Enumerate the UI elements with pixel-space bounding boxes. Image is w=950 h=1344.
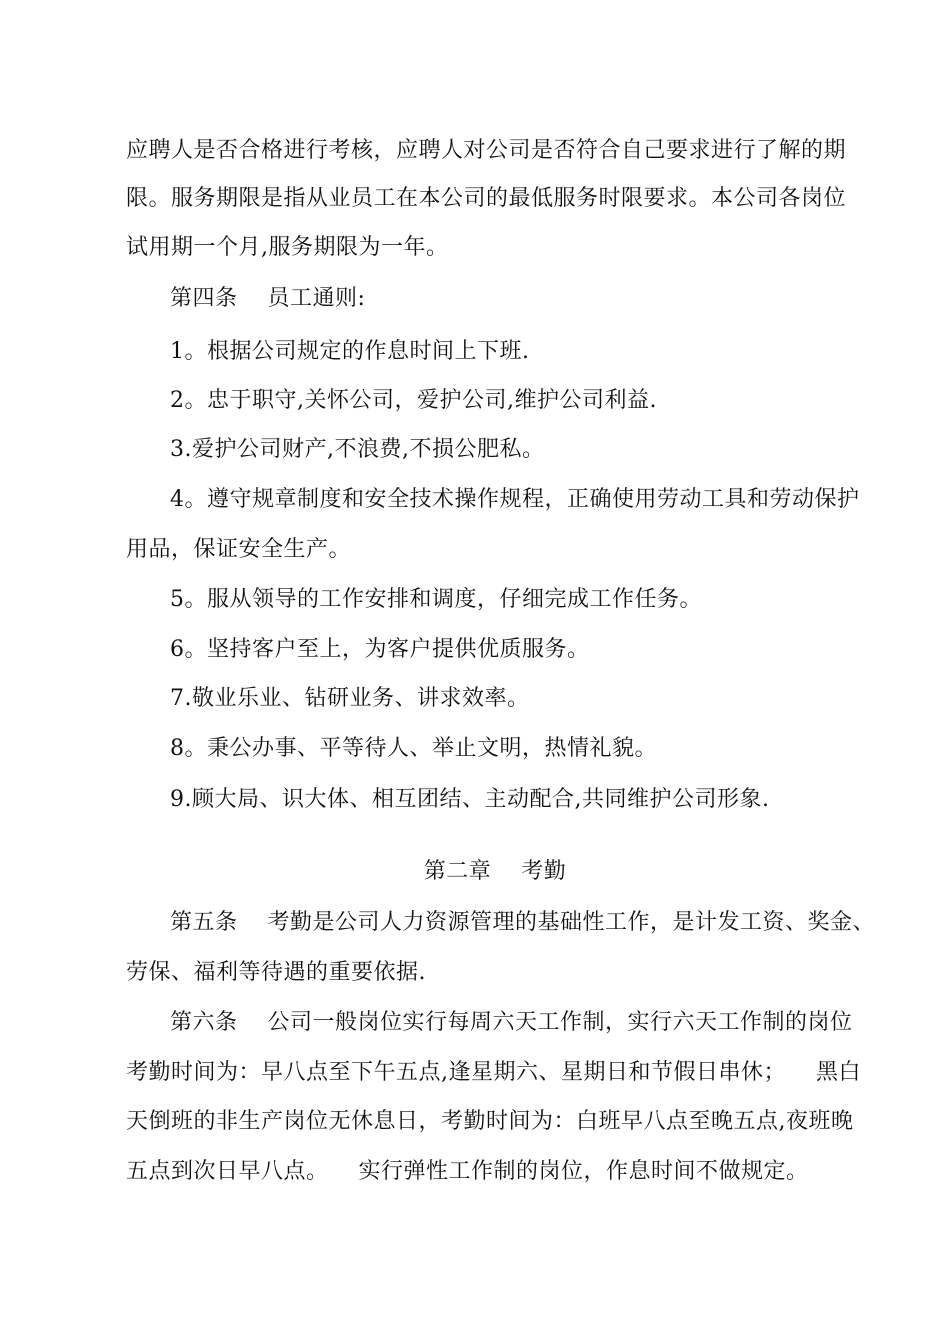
paragraph-line: 天倒班的非生产岗位无休息日，考勤时间为：白班早八点至晚五点,夜班晚 (126, 1109, 854, 1134)
list-item-continuation: 用品，保证安全生产。 (126, 537, 352, 562)
list-item: 6。坚持客户至上，为客户提供优质服务。 (170, 637, 590, 662)
list-item: 9.顾大局、识大体、相互团结、主动配合,共同维护公司形象. (170, 787, 770, 812)
article-paragraph: 第六条 公司一般岗位实行每周六天工作制，实行六天工作制的岗位 (170, 1010, 853, 1035)
paragraph-line: 限。服务期限是指从业员工在本公司的最低服务时限要求。本公司各岗位 (126, 186, 847, 211)
chapter-title: 第二章 考勤 (423, 859, 567, 884)
list-item: 7.敬业乐业、钻研业务、讲求效率。 (170, 686, 530, 711)
article-heading: 第四条 员工通则: (170, 286, 366, 311)
paragraph-line: 应聘人是否合格进行考核，应聘人对公司是否符合自己要求进行了解的期 (126, 138, 847, 163)
list-item: 4。遵守规章制度和安全技术操作规程，正确使用劳动工具和劳动保护 (170, 487, 860, 512)
list-item: 1。根据公司规定的作息时间上下班. (170, 339, 530, 364)
paragraph-line: 劳保、福利等待遇的重要依据. (126, 960, 426, 985)
list-item: 3.爱护公司财产,不浪费,不损公肥私。 (170, 437, 545, 462)
list-item: 5。服从领导的工作安排和调度，仔细完成工作任务。 (170, 587, 702, 612)
paragraph-line: 五点到次日早八点。 实行弹性工作制的岗位，作息时间不做规定。 (126, 1159, 809, 1184)
paragraph-line: 试用期一个月,服务期限为一年。 (126, 235, 449, 260)
list-item: 2。忠于职守,关怀公司，爱护公司,维护公司利益. (170, 388, 657, 413)
paragraph-line: 考勤时间为：早八点至下午五点,逢星期六、星期日和节假日串休； 黑白 (126, 1060, 861, 1085)
list-item: 8。秉公办事、平等待人、举止文明，热情礼貌。 (170, 736, 657, 761)
article-paragraph: 第五条 考勤是公司人力资源管理的基础性工作，是计发工资、奖金、 (170, 910, 875, 935)
